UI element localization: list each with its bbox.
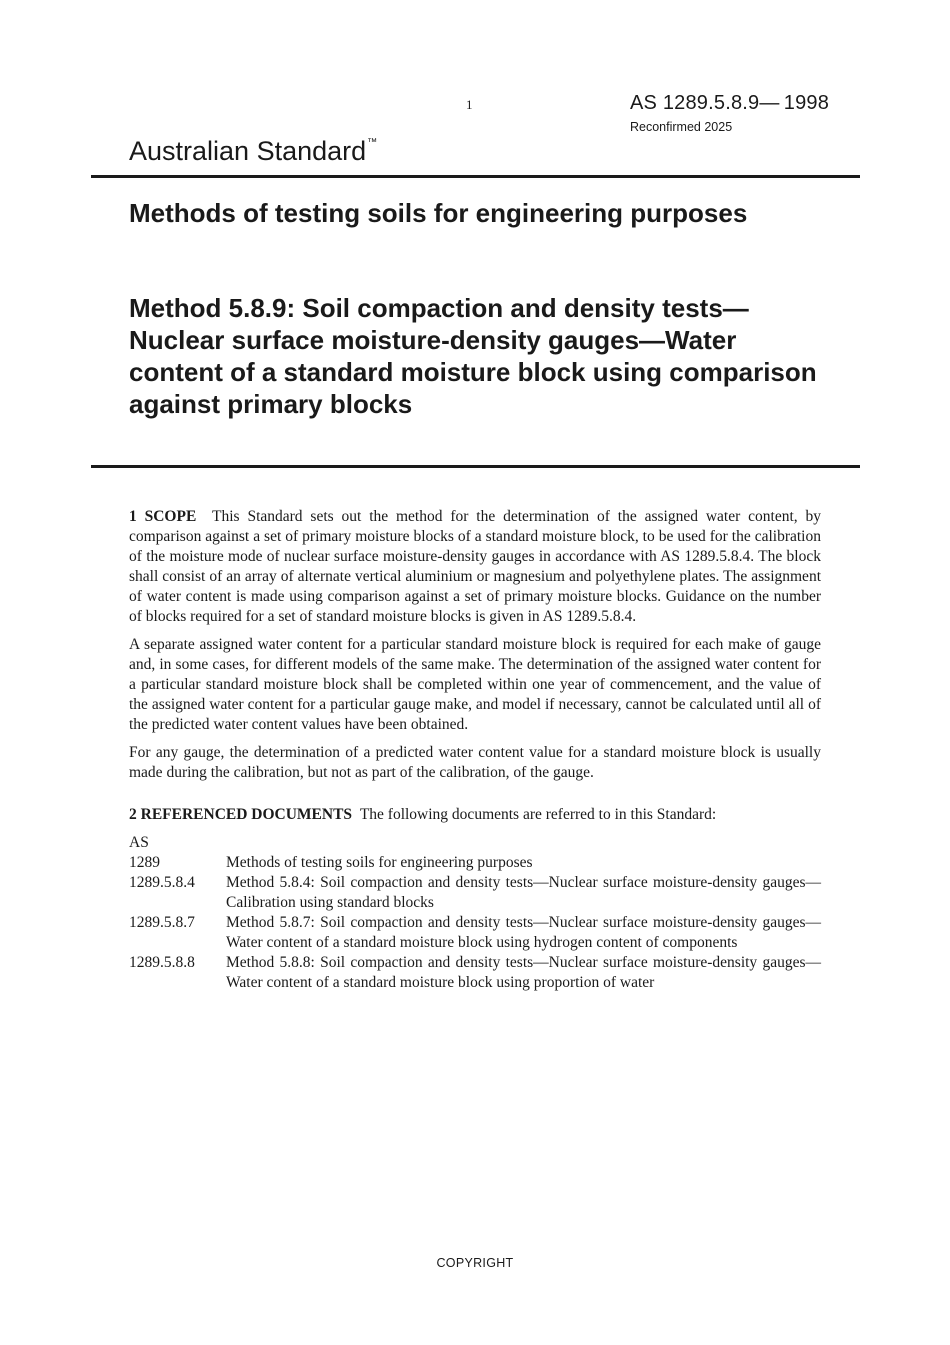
reference-item (129, 953, 821, 993)
document-body (129, 507, 821, 993)
scope-paragraph-2: A separate assigned water content for a particular standard moisture block is required for each make of gauge and, in some cases, for different models of the same make. The determination of the assigned water content for a particular standard moisture block shall be completed within one year of commencement, and the value of the assigned water content for a particular gauge make, and model if necessary, cannot be calculated until all of the predicted water content values have been obtained. (129, 636, 821, 733)
scope-paragraph-1 (129, 507, 821, 627)
references-intro-text: The following documents are referred to in this Standard: (359, 806, 717, 823)
brand-title (129, 136, 377, 167)
references-heading: 2 REFERENCED DOCUMENTS (129, 806, 353, 823)
brand-name: Australian Standard (129, 136, 367, 166)
page-number: 1 (466, 97, 473, 112)
series-title: Methods of testing soils for engineering purposes (129, 198, 748, 228)
reference-title: Method 5.8.4: Soil compaction and density tests—Nuclear surface moisture-density gauges—Calibration using standard blocks (226, 874, 821, 911)
trademark-symbol: ™ (367, 137, 378, 148)
reconfirmed-date: Reconfirmed 2025 (630, 120, 733, 134)
reference-group-label: AS (129, 834, 149, 851)
reference-title: Methods of testing soils for engineering purposes (226, 854, 533, 871)
reference-code: 1289.5.8.7 (129, 914, 195, 931)
copyright-notice: COPYRIGHT (436, 1256, 514, 1270)
method-title: Method 5.8.9: Soil compaction and density tests—Nuclear surface moisture-density gauges—Water content of a standard moisture block using comparison against primary blocks (129, 293, 817, 419)
standard-number: AS 1289.5.8.9— 1998 (630, 92, 830, 114)
reference-item (129, 853, 821, 873)
scope-heading: 1 SCOPE (129, 508, 197, 525)
top-divider (91, 175, 860, 178)
reference-code: 1289 (129, 854, 160, 871)
reference-list (129, 833, 821, 993)
reference-item (129, 873, 821, 913)
scope-text-1: This Standard sets out the method for the determination of the assigned water content, by comparison against a set of primary moisture blocks of a standard moisture block, to be used for the calibration of the moisture mode of nuclear surface moisture-density gauges in accordance with AS 1289.5.8.4. The block shall consist of an array of alternate vertical aluminium or magnesium and polyethylene plates. The assignment of water content is made using comparison against a set of primary moisture blocks. Guidance on the number of blocks required for a set of standard moisture blocks is given in AS 1289.5.8.4. (129, 508, 821, 625)
scope-paragraph-3: For any gauge, the determination of a predicted water content value for a standard moisture block is usually made during the calibration, but not as part of the calibration, of the gauge. (129, 744, 821, 781)
reference-item (129, 913, 821, 953)
reference-title: Method 5.8.8: Soil compaction and density tests—Nuclear surface moisture-density gauges—Water content of a standard moisture block using proportion of water (226, 954, 821, 991)
bottom-divider (91, 465, 860, 468)
reference-title: Method 5.8.7: Soil compaction and density tests—Nuclear surface moisture-density gauges—Water content of a standard moisture block using hydrogen content of components (226, 914, 821, 951)
references-intro (129, 805, 821, 825)
reference-code: 1289.5.8.4 (129, 874, 195, 891)
reference-code: 1289.5.8.8 (129, 954, 195, 971)
